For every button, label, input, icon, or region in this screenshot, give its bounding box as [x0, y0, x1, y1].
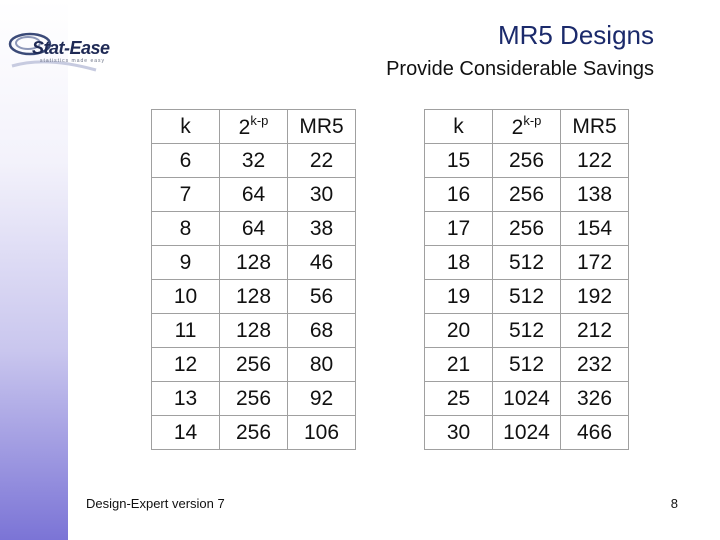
header-2kp — [220, 110, 288, 144]
page-number: 8 — [670, 496, 678, 511]
cell-mr5: 80 — [288, 348, 356, 382]
cell-2kp: 512 — [493, 348, 561, 382]
cell-2kp: 256 — [493, 144, 561, 178]
cell-k: 7 — [152, 178, 220, 212]
table-row — [152, 348, 356, 382]
table-row — [152, 246, 356, 280]
cell-mr5: 192 — [561, 280, 629, 314]
header-k: k — [152, 110, 220, 144]
sidebar-gradient — [0, 0, 68, 540]
cell-k: 18 — [425, 246, 493, 280]
table-body — [425, 144, 629, 450]
cell-2kp: 128 — [220, 280, 288, 314]
mr5-table-right — [424, 109, 629, 450]
footer-version: Design-Expert version 7 — [86, 496, 225, 511]
cell-k: 25 — [425, 382, 493, 416]
cell-2kp: 128 — [220, 314, 288, 348]
cell-k: 15 — [425, 144, 493, 178]
cell-k: 16 — [425, 178, 493, 212]
cell-2kp: 512 — [493, 314, 561, 348]
header-exponent: k-p — [523, 113, 542, 128]
cell-mr5: 122 — [561, 144, 629, 178]
cell-2kp: 512 — [493, 280, 561, 314]
cell-k: 8 — [152, 212, 220, 246]
cell-k: 14 — [152, 416, 220, 450]
cell-mr5: 172 — [561, 246, 629, 280]
table-row — [152, 212, 356, 246]
table-body — [152, 144, 356, 450]
table-row — [152, 178, 356, 212]
cell-k: 20 — [425, 314, 493, 348]
header-k: k — [425, 110, 493, 144]
cell-k: 12 — [152, 348, 220, 382]
cell-k: 9 — [152, 246, 220, 280]
header-2kp — [493, 110, 561, 144]
header-exponent: k-p — [250, 113, 269, 128]
table-row — [425, 246, 629, 280]
logo-name: Stat-Ease — [32, 38, 110, 58]
cell-mr5: 154 — [561, 212, 629, 246]
header-base: 2 — [511, 116, 524, 139]
cell-2kp: 64 — [220, 212, 288, 246]
logo-tagline: statistics made easy — [40, 58, 106, 64]
table-row — [152, 144, 356, 178]
slide-title: MR5 Designs — [497, 20, 654, 50]
cell-2kp: 256 — [220, 416, 288, 450]
cell-mr5: 30 — [288, 178, 356, 212]
cell-2kp: 1024 — [493, 382, 561, 416]
cell-mr5: 212 — [561, 314, 629, 348]
table-row — [425, 144, 629, 178]
table-row — [425, 348, 629, 382]
cell-2kp: 256 — [220, 382, 288, 416]
table-row — [425, 178, 629, 212]
cell-k: 11 — [152, 314, 220, 348]
table-header-row — [152, 110, 356, 144]
cell-k: 19 — [425, 280, 493, 314]
cell-2kp: 512 — [493, 246, 561, 280]
mr5-table-left — [151, 109, 356, 450]
header-mr5: MR5 — [288, 110, 356, 144]
table-row — [425, 382, 629, 416]
cell-2kp: 256 — [493, 178, 561, 212]
cell-k: 17 — [425, 212, 493, 246]
cell-k: 10 — [152, 280, 220, 314]
cell-2kp: 64 — [220, 178, 288, 212]
table-row — [425, 416, 629, 450]
cell-mr5: 56 — [288, 280, 356, 314]
cell-mr5: 68 — [288, 314, 356, 348]
cell-mr5: 46 — [288, 246, 356, 280]
header-mr5: MR5 — [561, 110, 629, 144]
cell-2kp: 128 — [220, 246, 288, 280]
cell-2kp: 256 — [493, 212, 561, 246]
cell-2kp: 1024 — [493, 416, 561, 450]
table-row — [425, 280, 629, 314]
table-row — [152, 314, 356, 348]
cell-mr5: 92 — [288, 382, 356, 416]
cell-mr5: 326 — [561, 382, 629, 416]
table-row — [425, 314, 629, 348]
cell-mr5: 106 — [288, 416, 356, 450]
cell-k: 13 — [152, 382, 220, 416]
cell-mr5: 232 — [561, 348, 629, 382]
header-base: 2 — [238, 116, 251, 139]
cell-mr5: 38 — [288, 212, 356, 246]
cell-2kp: 32 — [220, 144, 288, 178]
cell-mr5: 138 — [561, 178, 629, 212]
table-header-row — [425, 110, 629, 144]
cell-k: 6 — [152, 144, 220, 178]
cell-k: 21 — [425, 348, 493, 382]
table-row — [152, 382, 356, 416]
table-row — [152, 280, 356, 314]
slide-subtitle: Provide Considerable Savings — [386, 58, 654, 80]
table-row — [425, 212, 629, 246]
cell-mr5: 22 — [288, 144, 356, 178]
cell-k: 30 — [425, 416, 493, 450]
cell-2kp: 256 — [220, 348, 288, 382]
table-row — [152, 416, 356, 450]
cell-mr5: 466 — [561, 416, 629, 450]
